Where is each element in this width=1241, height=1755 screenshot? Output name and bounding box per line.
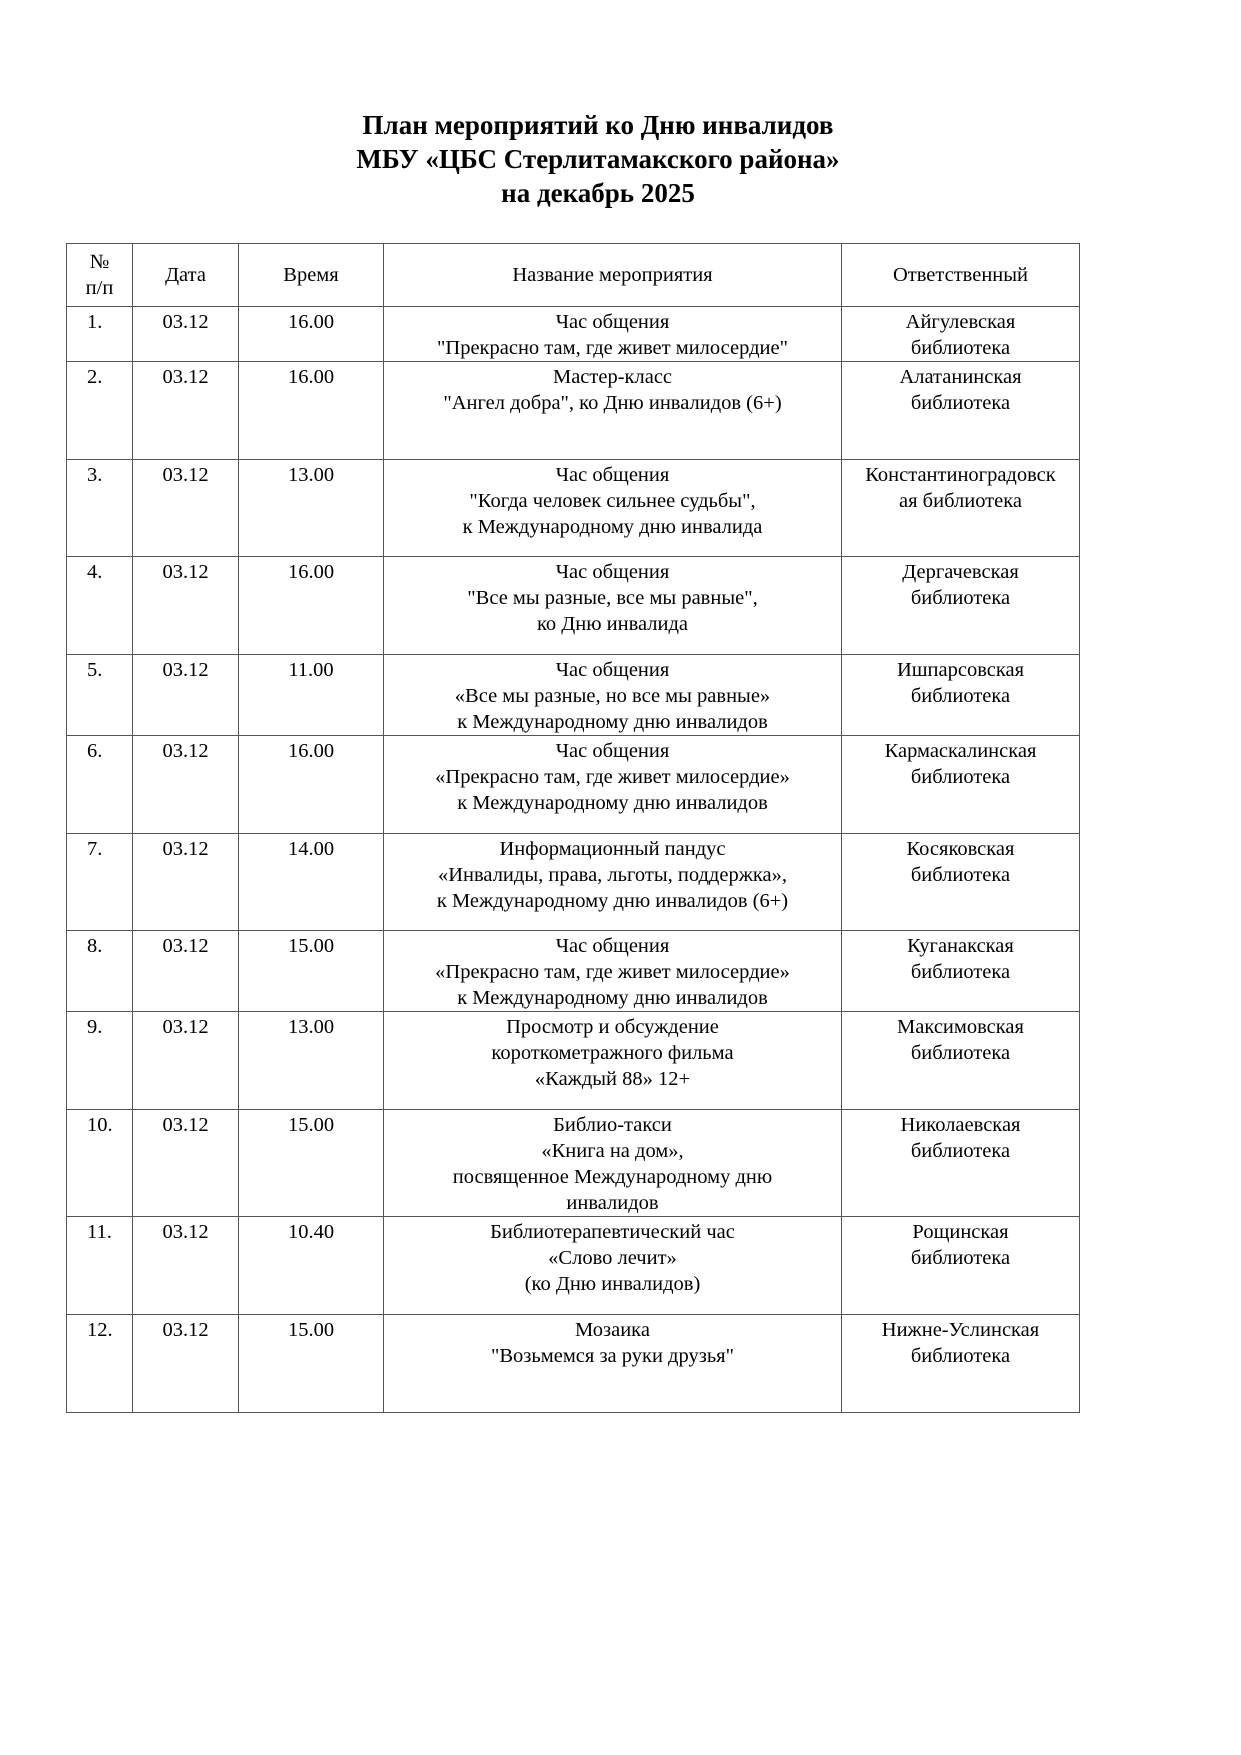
row-event: [384, 307, 842, 362]
row-time: 14.00: [239, 834, 384, 931]
responsible-line: библиотека: [910, 1140, 1011, 1162]
row-responsible: [842, 736, 1080, 834]
event-line: Час общения: [555, 740, 670, 762]
event-line: «Каждый 88» 12+: [534, 1068, 691, 1090]
row-event: [384, 362, 842, 460]
responsible-line: Косяковская: [906, 838, 1015, 860]
row-event: [384, 1110, 842, 1217]
event-line: «Прекрасно там, где живет милосердие»: [435, 961, 790, 983]
event-line: к Международному дню инвалидов: [457, 987, 768, 1009]
event-line: Мастер-класс: [552, 366, 673, 388]
row-date: 03.12: [133, 307, 239, 362]
event-line: к Международному дню инвалидов: [457, 792, 768, 814]
row-responsible: [842, 834, 1080, 931]
responsible-line: Максимовская: [897, 1016, 1024, 1038]
row-date: 03.12: [133, 834, 239, 931]
events-table: [66, 243, 1080, 1413]
row-time: 11.00: [239, 655, 384, 736]
row-time: 15.00: [239, 1315, 384, 1413]
header-num-line2: п/п: [85, 277, 114, 299]
row-date: 03.12: [133, 1110, 239, 1217]
event-line: к Международному дню инвалида: [462, 516, 763, 538]
header-time: Время: [239, 244, 384, 307]
event-line: «Прекрасно там, где живет милосердие»: [435, 766, 790, 788]
row-number: 2.: [67, 362, 133, 460]
row-number: 4.: [67, 557, 133, 655]
row-responsible: [842, 655, 1080, 736]
event-line: к Международному дню инвалидов: [457, 711, 768, 733]
event-line: Мозаика: [575, 1319, 650, 1341]
responsible-line: ая библиотека: [899, 490, 1022, 512]
row-number: 6.: [67, 736, 133, 834]
row-date: 03.12: [133, 362, 239, 460]
event-line: Библио-такси: [553, 1114, 672, 1136]
row-time: 15.00: [239, 1110, 384, 1217]
row-time: 16.00: [239, 557, 384, 655]
event-line: Час общения: [555, 464, 670, 486]
table-row: [67, 1315, 1080, 1413]
row-responsible: [842, 1110, 1080, 1217]
responsible-line: библиотека: [910, 587, 1011, 609]
row-event: [384, 1012, 842, 1110]
row-number: 7.: [67, 834, 133, 931]
row-time: 15.00: [239, 931, 384, 1012]
event-line: "Все мы разные, все мы равные",: [467, 587, 758, 609]
row-date: 03.12: [133, 1012, 239, 1110]
event-line: Информационный пандус: [499, 838, 726, 860]
row-number: 10.: [67, 1110, 133, 1217]
event-line: Час общения: [555, 935, 670, 957]
event-line: «Слово лечит»: [548, 1247, 677, 1269]
row-responsible: [842, 460, 1080, 557]
responsible-line: Айгулевская: [905, 311, 1016, 333]
table-row: [67, 834, 1080, 931]
responsible-line: Алатанинская: [899, 366, 1022, 388]
event-line: инвалидов: [566, 1192, 659, 1214]
responsible-line: библиотека: [910, 1042, 1011, 1064]
header-event: Название мероприятия: [384, 244, 842, 307]
row-event: [384, 655, 842, 736]
responsible-line: Рощинская: [912, 1221, 1009, 1243]
responsible-line: Куганакская: [907, 935, 1014, 957]
event-line: "Возьмемся за руки друзья": [491, 1345, 734, 1367]
responsible-line: Кармаскалинская: [884, 740, 1037, 762]
row-number: 8.: [67, 931, 133, 1012]
row-responsible: [842, 1012, 1080, 1110]
row-time: 13.00: [239, 1012, 384, 1110]
row-time: 16.00: [239, 362, 384, 460]
event-line: посвященное Международному дню: [452, 1166, 773, 1188]
responsible-line: Николаевская: [900, 1114, 1021, 1136]
responsible-line: библиотека: [910, 864, 1011, 886]
row-event: [384, 931, 842, 1012]
row-event: [384, 1315, 842, 1413]
row-number: 9.: [67, 1012, 133, 1110]
row-event: [384, 834, 842, 931]
row-number: 12.: [67, 1315, 133, 1413]
event-line: (ко Дню инвалидов): [524, 1273, 701, 1295]
event-line: "Ангел добра", ко Дню инвалидов (6+): [443, 392, 782, 414]
event-line: «Все мы разные, но все мы равные»: [454, 685, 771, 707]
row-responsible: [842, 362, 1080, 460]
row-number: 5.: [67, 655, 133, 736]
responsible-line: библиотека: [910, 685, 1011, 707]
table-row: [67, 736, 1080, 834]
row-date: 03.12: [133, 736, 239, 834]
row-date: 03.12: [133, 931, 239, 1012]
row-date: 03.12: [133, 655, 239, 736]
table-body: [67, 307, 1080, 1413]
row-number: 3.: [67, 460, 133, 557]
table-row: [67, 1110, 1080, 1217]
document-title: [0, 108, 1196, 210]
table-row: [67, 557, 1080, 655]
row-number: 11.: [67, 1217, 133, 1315]
row-responsible: [842, 557, 1080, 655]
row-time: 16.00: [239, 307, 384, 362]
table-row: [67, 362, 1080, 460]
row-event: [384, 460, 842, 557]
title-line-3: на декабрь 2025: [501, 178, 695, 208]
responsible-line: библиотека: [910, 337, 1011, 359]
table-row: [67, 655, 1080, 736]
row-responsible: [842, 307, 1080, 362]
row-date: 03.12: [133, 557, 239, 655]
event-line: Час общения: [555, 561, 670, 583]
event-line: короткометражного фильма: [491, 1042, 734, 1064]
row-event: [384, 557, 842, 655]
responsible-line: библиотека: [910, 1345, 1011, 1367]
row-number: 1.: [67, 307, 133, 362]
table-row: [67, 1012, 1080, 1110]
table-header-row: [67, 244, 1080, 307]
event-line: Библиотерапевтический час: [490, 1221, 735, 1243]
title-line-2: МБУ «ЦБС Стерлитамакского района»: [356, 144, 840, 174]
responsible-line: библиотека: [910, 392, 1011, 414]
table-row: [67, 307, 1080, 362]
header-date: Дата: [133, 244, 239, 307]
row-responsible: [842, 1315, 1080, 1413]
row-time: 10.40: [239, 1217, 384, 1315]
row-responsible: [842, 1217, 1080, 1315]
header-num-line1: №: [89, 251, 110, 273]
row-time: 13.00: [239, 460, 384, 557]
responsible-line: библиотека: [910, 961, 1011, 983]
table-row: [67, 460, 1080, 557]
row-event: [384, 1217, 842, 1315]
header-num: [67, 244, 133, 307]
row-event: [384, 736, 842, 834]
row-date: 03.12: [133, 1315, 239, 1413]
table-row: [67, 931, 1080, 1012]
header-responsible: Ответственный: [842, 244, 1080, 307]
event-line: Час общения: [555, 311, 670, 333]
row-responsible: [842, 931, 1080, 1012]
event-line: "Когда человек сильнее судьбы",: [469, 490, 756, 512]
event-line: ко Дню инвалида: [536, 613, 689, 635]
responsible-line: Дергачевская: [902, 561, 1019, 583]
row-time: 16.00: [239, 736, 384, 834]
responsible-line: библиотека: [910, 1247, 1011, 1269]
event-line: «Книга на дом»,: [541, 1140, 684, 1162]
event-line: "Прекрасно там, где живет милосердие": [437, 337, 788, 359]
responsible-line: Константиноградовск: [865, 464, 1056, 486]
row-date: 03.12: [133, 460, 239, 557]
event-line: к Международному дню инвалидов (6+): [436, 890, 789, 912]
responsible-line: Нижне-Услинская: [881, 1319, 1040, 1341]
row-date: 03.12: [133, 1217, 239, 1315]
responsible-line: Ишпарсовская: [896, 659, 1025, 681]
table-row: [67, 1217, 1080, 1315]
responsible-line: библиотека: [910, 766, 1011, 788]
event-line: Час общения: [555, 659, 670, 681]
title-line-1: План мероприятий ко Дню инвалидов: [362, 110, 834, 140]
event-line: «Инвалиды, права, льготы, поддержка»,: [437, 864, 787, 886]
event-line: Просмотр и обсуждение: [506, 1016, 719, 1038]
